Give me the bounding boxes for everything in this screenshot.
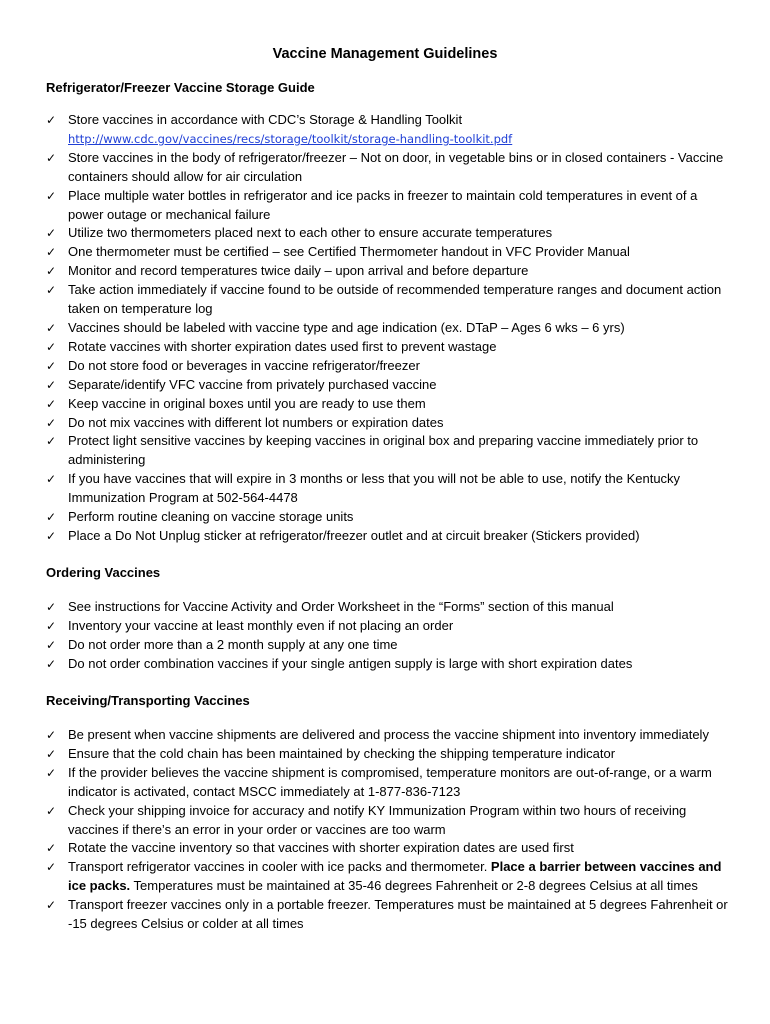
item-text: Place a Do Not Unplug sticker at refrigerator/freezer outlet and at circuit breaker (Stickers provided)	[68, 527, 640, 543]
list-item	[46, 726, 736, 745]
list-item	[46, 224, 736, 243]
check-icon: ✓	[46, 113, 57, 127]
check-icon: ✓	[46, 434, 57, 449]
item-text: Monitor and record temperatures twice daily – upon arrival and before departure	[68, 263, 529, 279]
list-item	[46, 527, 736, 546]
item-text: Ensure that the cold chain has been maintained by checking the shipping temperature indicator	[68, 745, 616, 761]
check-icon: ✓	[46, 600, 57, 614]
receiving-list	[46, 726, 736, 934]
check-icon: ✓	[46, 860, 57, 875]
check-icon: ✓	[46, 472, 57, 487]
list-item	[46, 357, 736, 376]
item-text: Utilize two thermometers placed next to each other to ensure accurate temperatures	[68, 225, 553, 241]
list-item	[46, 432, 736, 470]
list-item	[46, 745, 736, 764]
item-text: Rotate the vaccine inventory so that vaccines with shorter expiration dates are used first	[68, 840, 574, 856]
check-icon: ✓	[46, 803, 57, 818]
check-icon: ✓	[46, 226, 57, 241]
list-item	[46, 508, 736, 527]
list-item	[46, 655, 736, 674]
item-text: Be present when vaccine shipments are delivered and process the vaccine shipment into inventory immediately	[68, 727, 709, 742]
cdc-toolkit-link[interactable]: http://www.cdc.gov/vaccines/recs/storage/toolkit/storage-handling-toolkit.pdf	[68, 131, 513, 146]
list-item	[46, 802, 736, 840]
list-item	[46, 187, 736, 225]
item-text: Do not order combination vaccines if your single antigen supply is large with short expiration dates	[68, 655, 633, 671]
check-icon: ✓	[46, 528, 57, 543]
item-text: Protect light sensitive vaccines by keeping vaccines in original box and preparing vaccine immediately prior to administering	[68, 433, 699, 468]
check-icon: ✓	[46, 396, 57, 411]
document-title: Vaccine Management Guidelines	[272, 46, 498, 62]
item-text-post: Temperatures must be maintained at 35-46 degrees Fahrenheit or 2-8 degrees Celsius at all times	[130, 878, 698, 894]
list-item	[46, 858, 736, 896]
check-icon: ✓	[46, 377, 57, 392]
list-item	[46, 262, 736, 281]
item-text: Store vaccines in accordance with CDC’s Storage & Handling Toolkit	[68, 112, 463, 127]
item-text: Transport freezer vaccines only in a portable freezer. Temperatures must be maintained at 5 degrees Fahrenheit or -15 degrees Celsius or colder at all times	[68, 897, 728, 932]
list-item	[46, 598, 736, 617]
item-text: Store vaccines in the body of refrigerator/freezer – Not on door, in vegetable bins or in closed containers - Vaccine containers should allow for air circulation	[68, 149, 724, 184]
ordering-list	[46, 598, 736, 674]
item-text: Place multiple water bottles in refrigerator and ice packs in freezer to maintain cold temperatures in event of a power outage or mechanical failure	[68, 187, 698, 222]
list-item	[46, 470, 736, 508]
item-text: Do not order more than a 2 month supply at any one time	[68, 636, 398, 652]
item-text: Rotate vaccines with shorter expiration dates used first to prevent wastage	[68, 338, 497, 354]
item-text: See instructions for Vaccine Activity and Order Worksheet in the “Forms” section of this manual	[68, 599, 614, 614]
check-icon: ✓	[46, 841, 57, 856]
list-item	[46, 896, 736, 934]
list-item	[46, 243, 736, 262]
list-item	[46, 376, 736, 395]
check-icon: ✓	[46, 245, 57, 260]
check-icon: ✓	[46, 188, 57, 203]
list-item	[46, 414, 736, 433]
item-text-pre: Transport refrigerator vaccines in cooler with ice packs and thermometer.	[68, 859, 491, 875]
check-icon: ✓	[46, 358, 57, 373]
check-icon: ✓	[46, 618, 57, 633]
item-text: If you have vaccines that will expire in 3 months or less that you will not be able to use, notify the Kentucky Immunization Program at 502-564-4478	[68, 471, 681, 506]
item-text: One thermometer must be certified – see Certified Thermometer handout in VFC Provider Manual	[68, 244, 630, 260]
check-icon: ✓	[46, 320, 57, 335]
item-text: Check your shipping invoice for accuracy and notify KY Immunization Program within two hours of receiving vaccines if there’s an error in your order or vaccines are too warm	[68, 802, 687, 837]
check-icon: ✓	[46, 765, 57, 780]
list-item	[46, 149, 736, 187]
check-icon: ✓	[46, 264, 57, 279]
list-item	[46, 338, 736, 357]
check-icon: ✓	[46, 510, 57, 525]
list-item	[46, 281, 736, 319]
check-icon: ✓	[46, 898, 57, 913]
item-text: Keep vaccine in original boxes until you are ready to use them	[68, 395, 426, 411]
ordering-heading: Ordering Vaccines	[46, 565, 161, 580]
list-item	[46, 319, 736, 338]
check-icon: ✓	[46, 150, 57, 165]
item-text: Vaccines should be labeled with vaccine type and age indication (ex. DTaP – Ages 6 wks – 6 yrs)	[68, 319, 625, 335]
check-icon: ✓	[46, 283, 57, 298]
list-item	[46, 395, 736, 414]
list-item	[46, 764, 736, 802]
check-icon: ✓	[46, 415, 57, 430]
storage-list	[46, 111, 736, 546]
item-text: Perform routine cleaning on vaccine storage units	[68, 509, 354, 525]
item-text: Inventory your vaccine at least monthly even if not placing an order	[68, 617, 454, 633]
item-text: Take action immediately if vaccine found to be outside of recommended temperature ranges and document action taken on temperature log	[68, 282, 722, 317]
item-text: If the provider believes the vaccine shipment is compromised, temperature monitors are out-of-range, or a warm indicator is activated, contact MSCC immediately at 1-877-836-7123	[68, 764, 712, 799]
check-icon: ✓	[46, 339, 57, 354]
storage-heading: Refrigerator/Freezer Vaccine Storage Guide	[46, 80, 315, 95]
list-item	[46, 617, 736, 636]
check-icon: ✓	[46, 728, 57, 742]
item-text-bold: Place a barrier between vaccines and ice packs.	[68, 859, 722, 894]
item-text: Do not store food or beverages in vaccine refrigerator/freezer	[68, 357, 420, 373]
list-item	[46, 839, 736, 858]
list-item	[46, 636, 736, 655]
check-icon: ✓	[46, 746, 57, 761]
check-icon: ✓	[46, 637, 57, 652]
check-icon: ✓	[46, 656, 57, 671]
list-item	[46, 111, 736, 149]
item-text: Do not mix vaccines with different lot numbers or expiration dates	[68, 414, 444, 430]
receiving-heading: Receiving/Transporting Vaccines	[46, 693, 250, 708]
item-text: Separate/identify VFC vaccine from privately purchased vaccine	[68, 376, 437, 392]
